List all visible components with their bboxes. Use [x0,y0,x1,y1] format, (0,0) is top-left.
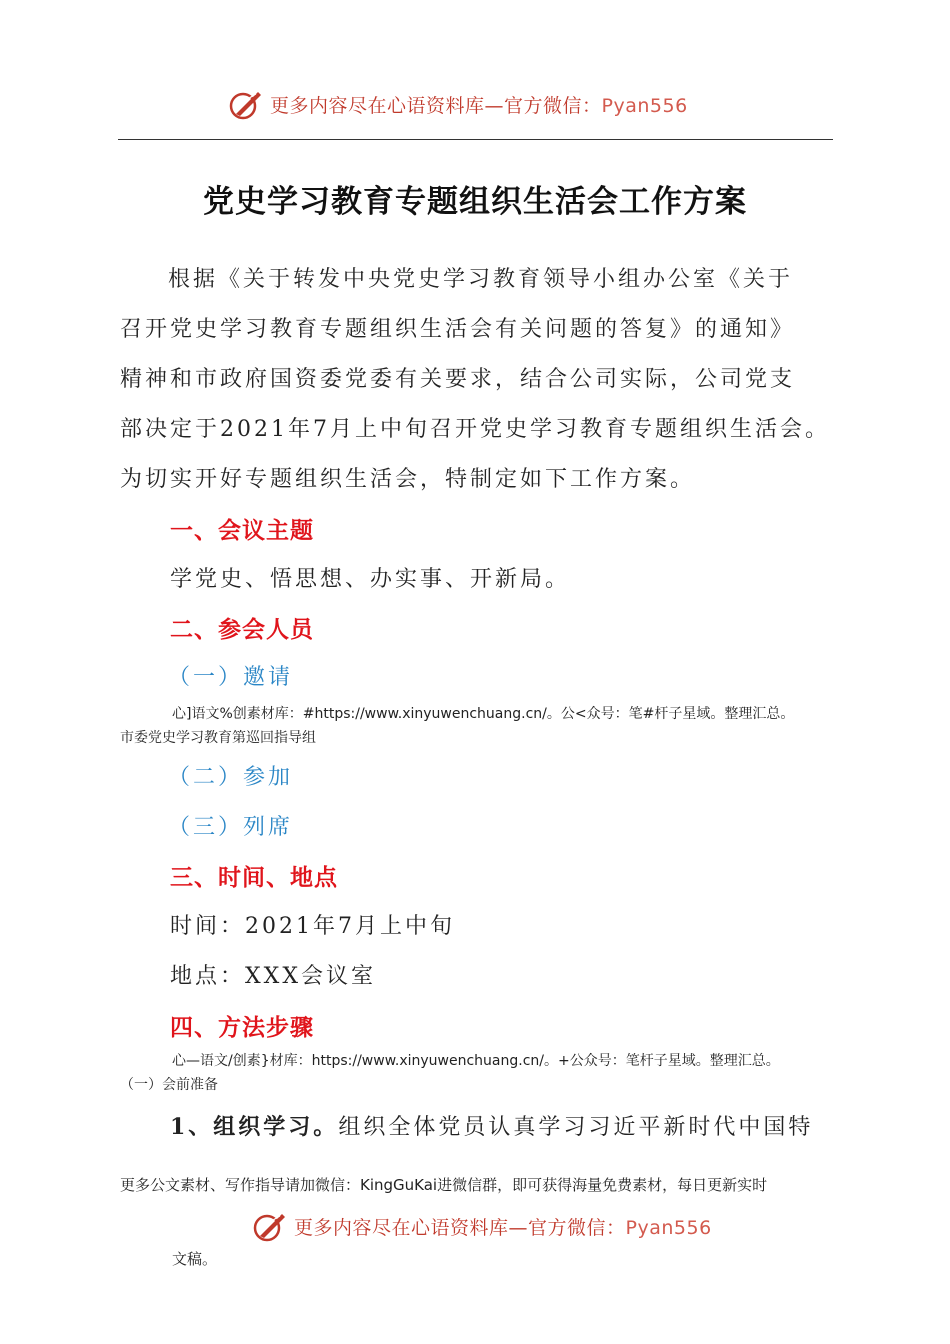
footer-banner-id: Pyan556 [625,1216,712,1239]
intro-line-4: 部决定于2021年7月上中旬召开党史学习教育专题组织生活会。 [120,417,830,442]
watermark-line-2: 心—语文/创素}材库：https://www.xinyuwenchuang.cn/。+公众号：笔杆子星域。整理汇总。 [172,1053,780,1069]
document-title: 党史学习教育专题组织生活会工作方案 [203,184,747,220]
footer-banner-text [294,1213,712,1240]
section-3-heading: 三、时间、地点 [170,865,338,891]
header-rule [118,139,833,140]
quill-logo-icon [252,1208,288,1244]
section-2-sub-1: （一）邀请 [168,665,294,690]
footer-banner [252,1208,712,1244]
section-2-sub-2: （二）参加 [168,765,294,790]
section-4-item-1 [170,1110,813,1141]
footer-banner-label: 更多内容尽在心语资料库—官方微信： [294,1216,626,1239]
header-banner-text [270,91,688,118]
section-1-heading: 一、会议主题 [170,518,314,544]
section-1-text: 学党史、悟思想、办实事、开新局。 [170,567,571,592]
intro-line-3: 精神和市政府国资委党委有关要求，结合公司实际，公司党支 [120,367,796,392]
intro-line-2: 召开党史学习教育专题组织生活会有关问题的答复》的通知》 [120,317,796,342]
section-4-heading: 四、方法步骤 [170,1015,314,1041]
section-3-time: 时间：2021年7月上中旬 [170,914,455,939]
quill-logo-icon [228,86,264,122]
section-2-sub-1-text: 市委党史学习教育第巡回指导组 [120,730,316,746]
section-4-item-1-lead: 1、组织学习。 [170,1114,339,1140]
intro-line-5: 为切实开好专题组织生活会，特制定如下工作方案。 [120,467,696,492]
header-banner-label: 更多内容尽在心语资料库—官方微信： [270,94,602,117]
section-4-sub-1: （一）会前准备 [120,1077,218,1093]
header-banner-id: Pyan556 [601,94,688,117]
intro-line-1: 根据《关于转发中央党史学习教育领导小组办公室《关于 [168,267,794,292]
footer-promo-line: 更多公文素材、写作指导请加微信：KingGuKai进微信群，即可获得海量免费素材，每日更新实时 [120,1176,768,1194]
section-2-heading: 二、参会人员 [170,617,314,643]
section-2-sub-3: （三）列席 [168,815,294,840]
section-3-place: 地点：XXX会议室 [170,964,376,989]
watermark-line-1: 心]语文%创素材库：#https://www.xinyuwenchuang.cn/。公<众号：笔#杆子星域。整理汇总。 [172,706,795,722]
section-4-item-1-text: 组织全体党员认真学习习近平新时代中国特 [338,1115,814,1140]
footer-tail: 文稿。 [172,1250,218,1268]
header-banner [228,86,688,122]
